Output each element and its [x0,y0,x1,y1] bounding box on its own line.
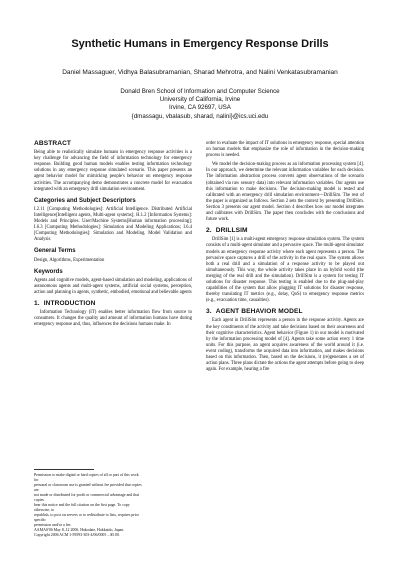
permission-notice [34,473,144,538]
affiliation-address: Irvine, CA 92697, USA [169,104,231,112]
introduction-continued-text: order to evaluate the impact of IT solutions in emergency response, special attention on human models that emphasize the role of information in the decision-making process is needed. [206,141,364,159]
permission-line: personal or classroom use is granted without fee provided that copies are [34,483,142,492]
copyright-info: Copyright 2006 ACM 1-59593-303-4/06/0005 ...$5.00. [34,533,120,537]
keywords-text: Agents and cognitive models, agent-based simulation and modeling, applications of autonomous agents and multi-agent systems, artificial social systems, perception, action and planning in agents, synthetic, embodied, emotional and believable agents [34,277,192,295]
affiliation-school: Donald Bren School of Information and Computer Science [120,88,280,95]
author-list: Daniel Massaguer, Vidhya Balasubramanian, Sharad Mehrotra, and Nalini Venkatasubramanian [62,69,338,76]
introduction-heading [34,301,192,307]
permission-line: republish, to post on servers or to redistribute to lists, requires prior specific [34,513,139,522]
agent-model-heading [206,309,364,315]
general-terms-text: Design, Algorithms, Experimentation [34,257,105,263]
permission-line: permission and/or a fee. [34,523,72,527]
permission-line: not made or distributed for profit or commercial advantage and that copies [34,493,140,502]
conference-info: AAMAS'06 May 8–12 2006, Hakodate, Hokkaido, Japan. [34,528,125,532]
drillsim-heading [206,228,364,234]
abstract-text: Being able to realistically simulate humans in emergency response activities is a key challenge for advancing the field of information technology for emergency response. Building good human models enables testing information technology solutions in any emergency response simulated scenario. This paper presents an agent behavior model for mimicking people's behavior on emergency response activities. The accompanying demo demonstrates a concrete model for evacuation integrated with an emergency drill simulation environment. [34,150,192,192]
footnote-rule [34,469,94,470]
categories-text: I.2.11 [Computing Methodologies]: Artificial Intelligence. Distributed Artificial Intelligence[Intelligent agents, Multi-agent systems]; H.1.2 [Information Systems]: Models and Principles. User/Machine Systems[Human information processing]; I.6.3 [Computing Methodologies]: Simulation and Modeling Applications; I.6.4 [Computing Methodologies]: Simulation and Modeling. Model Validation and Analysis [34,206,192,243]
general-terms-heading: General Terms [34,248,76,255]
paper-title: Synthetic Humans in Emergency Response Drills [71,38,329,50]
drillsim-text: DrillSim [1] is a multi-agent emergency response simulation system. The system consists of a multi-agent simulator and a pervasive space. The multi-agent simulator models an emergency response activity where each agent represents a person. The pervasive space captures a drill of the activity in the real space. The system allows both a real drill and a simulation of a response activity to be played out simultaneously. This way, the whole activity takes place in an hybrid world (the merging of the real drill and the simulation). DrillSim is a system for testing IT solutions for disaster response. This testing is enabled due to the plug-and-play capabilities of the system that allow plugging IT solutions for disaster response, thereby translating IT metrics (e.g., delay, QoS) to emergency response metrics (e.g., evacuation time, casualties). [206,237,364,304]
introduction-heading-text: INTRODUCTION [43,299,96,307]
drillsim-heading-number: 2. [206,227,212,235]
introduction-approach-text: We model the decision-making process as an information processing system [4]. In our approach, we determine the relevant information variables for each decision. The information abstraction process converts agent observations of the scenario (obtained via raw sensory data) into relevant information variables. Our agents use this information to make decisions. The decision-making model is tested and calibrated with an emergency drill simulation environment—DrillSim. The rest of the paper is organized as follows. Section 2 sets the context by presenting DrillSim. Section 3 presents our agent model. Section 4 describes how our model integrates and calibrates with DrillSim. The paper then concludes with the conclusions and future work. [206,162,364,223]
permission-line: bear this notice and the full citation on the first page. To copy otherwise, to [34,503,130,512]
affiliation-emails: {dmassagu, vbalasub, sharad, nalini}@ics.uci.edu [131,112,269,120]
affiliation-university: University of California, Irvine [159,96,241,104]
permission-line: Permission to make digital or hard copies of all or part of this work for [34,473,139,482]
agent-model-text: Each agent in DrillSim represents a person in the response activity. Agents are the key constituents of the activity and take decisions based on their awareness and their cognitive characteristics. Agent behavior (Figure 1) in our model is motivated by the information processing model of [4]. Agents take some action every 1 time units. For this purpose, an agent acquires awareness of the world around it (i.e. event coding), transforms the acquired data into information, and makes decisions based on this information. Then, based on the decisions, it (re)generates a set of action plans. Three plans dictate the actions the agent attempts before going to sleep again. For example, hearing a fire [206,318,364,373]
categories-heading: Categories and Subject Descriptors [34,197,136,204]
drillsim-heading-text: DRILLSIM [215,227,248,235]
keywords-heading: Keywords [34,268,63,275]
introduction-text: Information Technology (IT) enables better information flow from source to consumers. It changes the quality and amount of information humans have during emergency response and, thus, influences the decisions humans make. In [34,310,192,328]
affiliation-block [0,88,400,121]
left-column [34,141,192,331]
agent-model-heading-number: 3. [206,308,212,316]
agent-model-heading-text: AGENT BEHAVIOR MODEL [215,308,303,316]
introduction-heading-number: 1. [34,299,40,307]
abstract-heading: ABSTRACT [34,140,72,147]
right-column [206,141,364,376]
